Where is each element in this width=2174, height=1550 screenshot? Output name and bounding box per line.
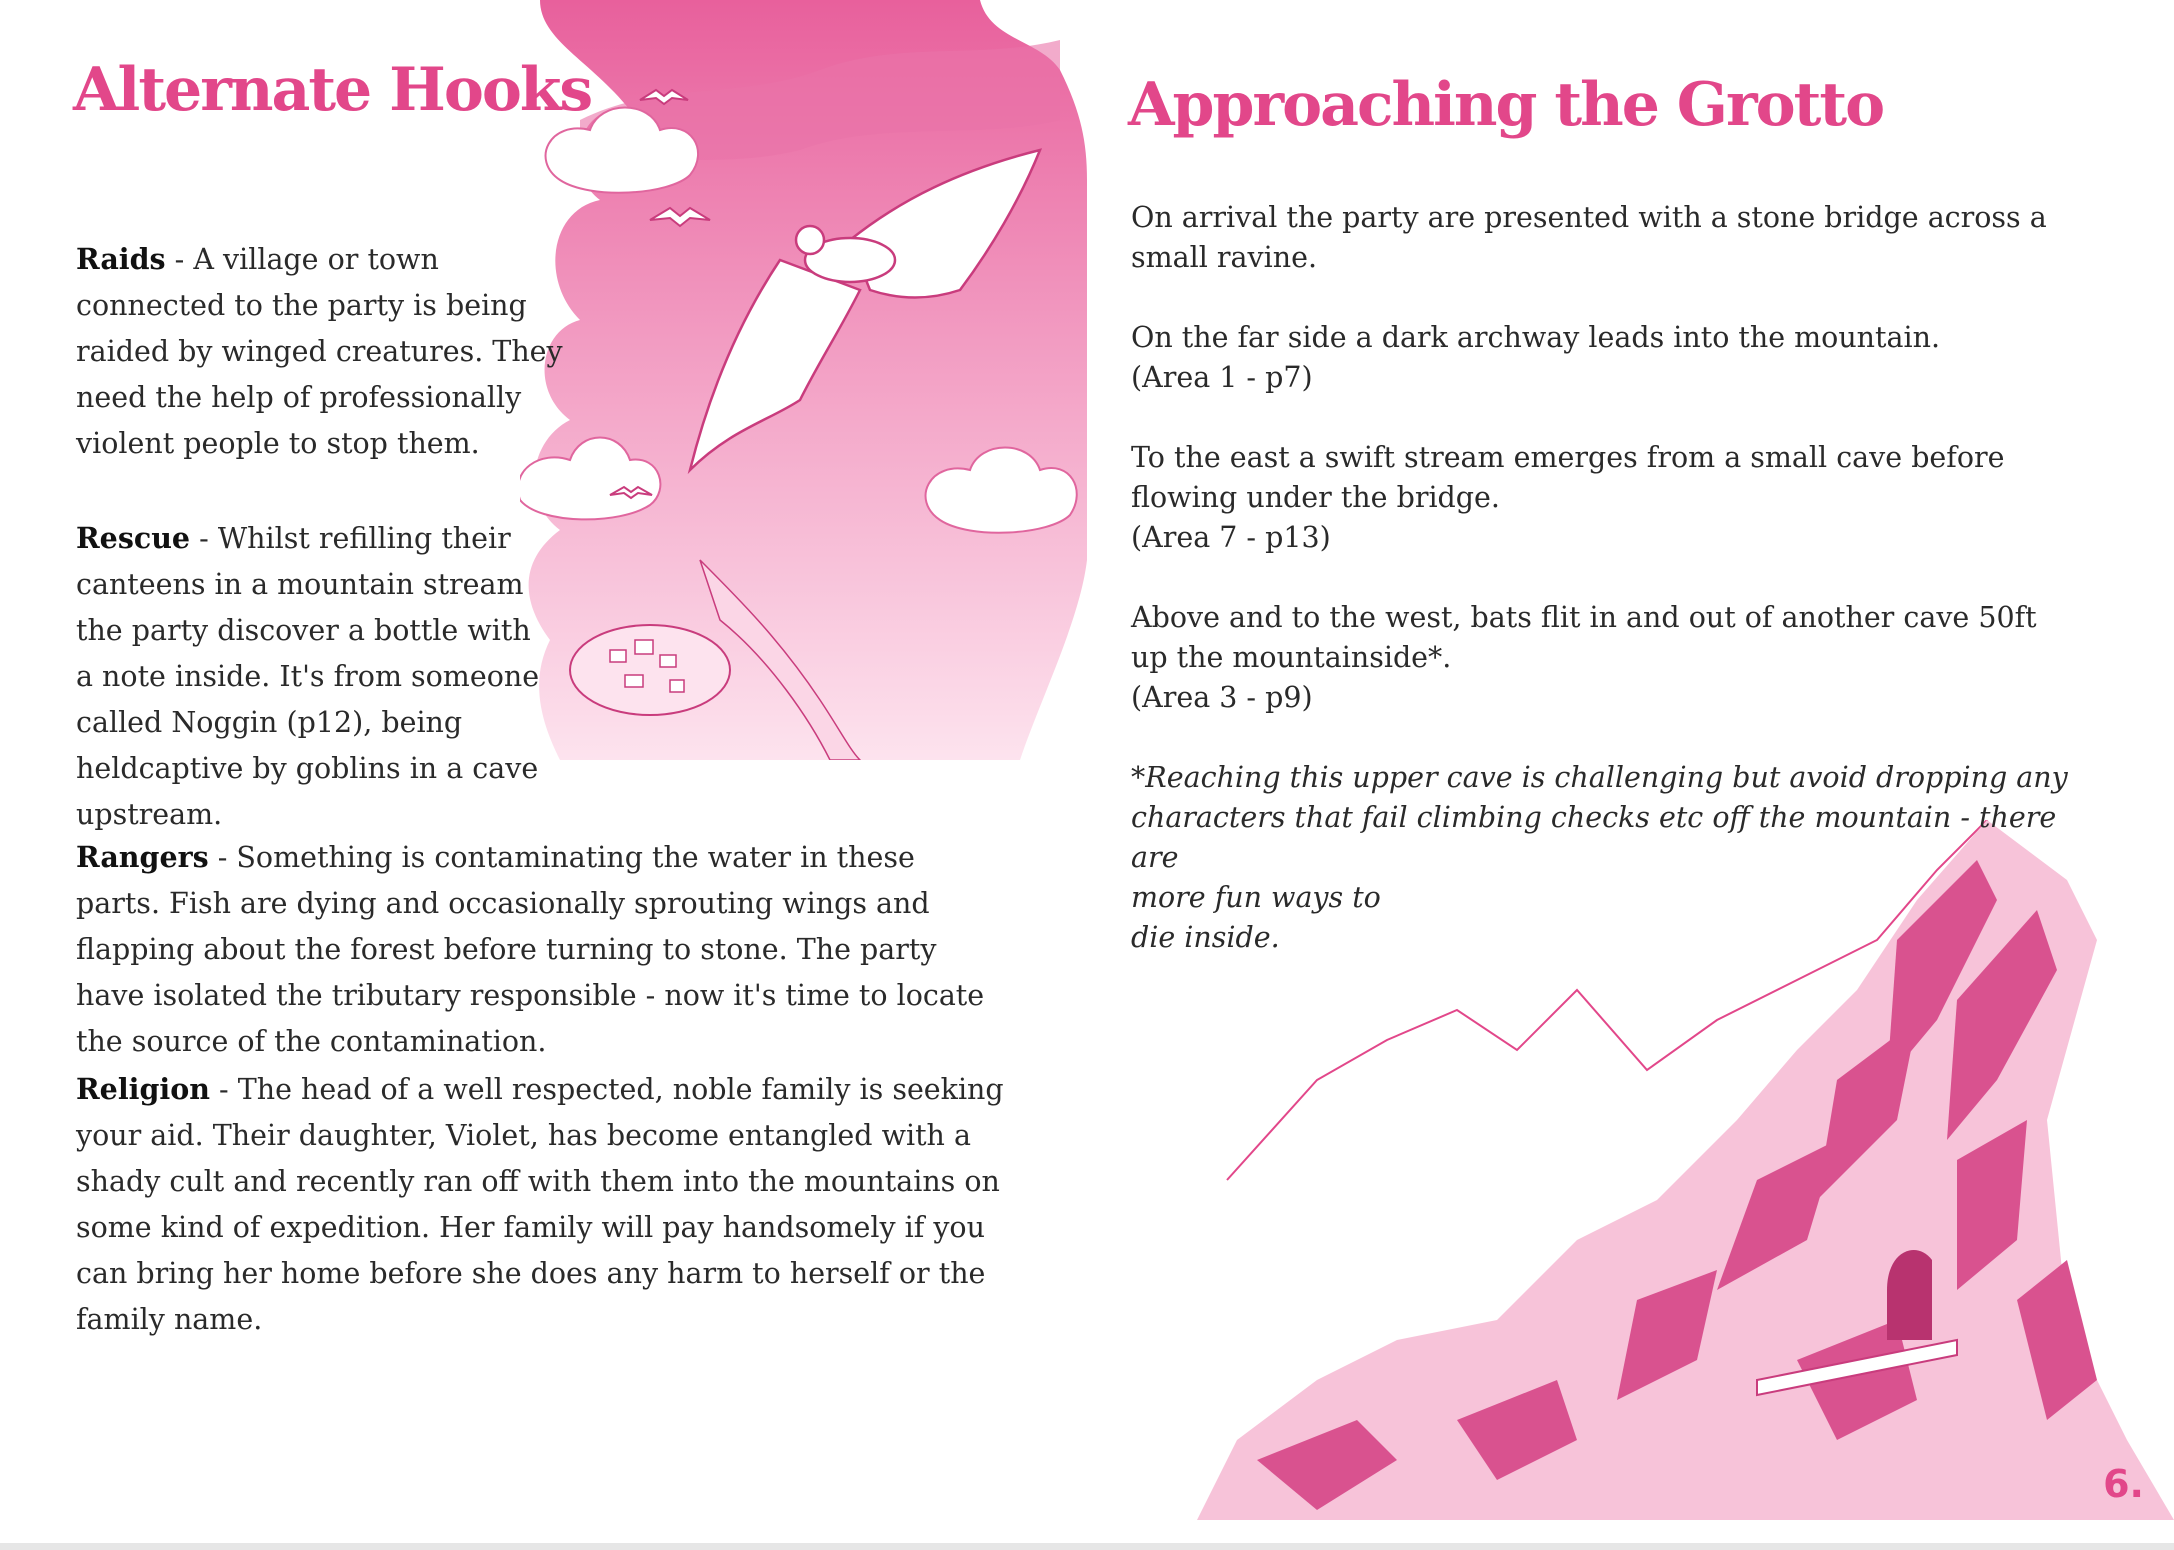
- gm-note-line: die inside.: [1131, 921, 1280, 954]
- hook-text: - Something is contaminating the water in these parts. Fish are dying and occasionally sprouting wings and flapping about the forest before turning to stone. The party have isolated the tributary responsible - now it's time to locate the source of the contamination.: [76, 841, 985, 1058]
- gm-note-line: *Reaching this upper cave is challenging but avoid dropping any: [1131, 761, 2068, 794]
- page-title: Alternate Hooks: [73, 55, 592, 125]
- gm-note-line: characters that fail climbing checks etc off the mountain - there are: [1131, 801, 2057, 874]
- area1-paragraph: On the far side a dark archway leads into the mountain.: [1131, 321, 1941, 354]
- grotto-description: [1131, 198, 2081, 958]
- area3-paragraph: Above and to the west, bats flit in and out of another cave 50ft up the mountainside*.: [1131, 601, 2037, 674]
- hook-text: - The head of a well respected, noble family is seeking your aid. Their daughter, Violet, has become entangled with a shady cult and recently ran off with them into the mountains on some kind of expedition. Her family will pay handsomely if you can bring her home before she does any harm to herself or the family name.: [76, 1073, 1004, 1336]
- right-page: [1087, 0, 2174, 1550]
- gm-note-line: more fun ways to: [1131, 881, 1381, 914]
- hook-term: Raids: [76, 242, 166, 276]
- hook-term: Rangers: [76, 840, 209, 874]
- hook-rescue: [76, 515, 556, 838]
- hook-text: - A village or town connected to the party is being raided by winged creatures. They need the help of professionally violent people to stop them.: [76, 243, 563, 460]
- area1-reference: (Area 1 - p7): [1131, 361, 1313, 394]
- hook-rangers: [76, 834, 1006, 1065]
- hook-raids: [76, 236, 596, 467]
- bottom-divider: [0, 1543, 2174, 1550]
- hook-term: Rescue: [76, 521, 191, 555]
- page-number: 6.: [2103, 1462, 2144, 1506]
- area7-reference: (Area 7 - p13): [1131, 521, 1331, 554]
- intro-paragraph: On arrival the party are presented with a stone bridge across a small ravine.: [1131, 201, 2047, 274]
- page-title: Approaching the Grotto: [1128, 70, 1884, 140]
- hook-term: Religion: [76, 1072, 210, 1106]
- area3-reference: (Area 3 - p9): [1131, 681, 1313, 714]
- hook-text: - Whilst refilling their canteens in a mountain stream the party discover a bottle with a note inside. It's from someone called Noggin (p12), being heldcaptive by goblins in a cave upstream.: [76, 522, 540, 831]
- bat-over-village-illustration: [520, 0, 1087, 760]
- hook-religion: [76, 1066, 1026, 1343]
- area7-paragraph: To the east a swift stream emerges from a small cave before flowing under the bridge.: [1131, 441, 2005, 514]
